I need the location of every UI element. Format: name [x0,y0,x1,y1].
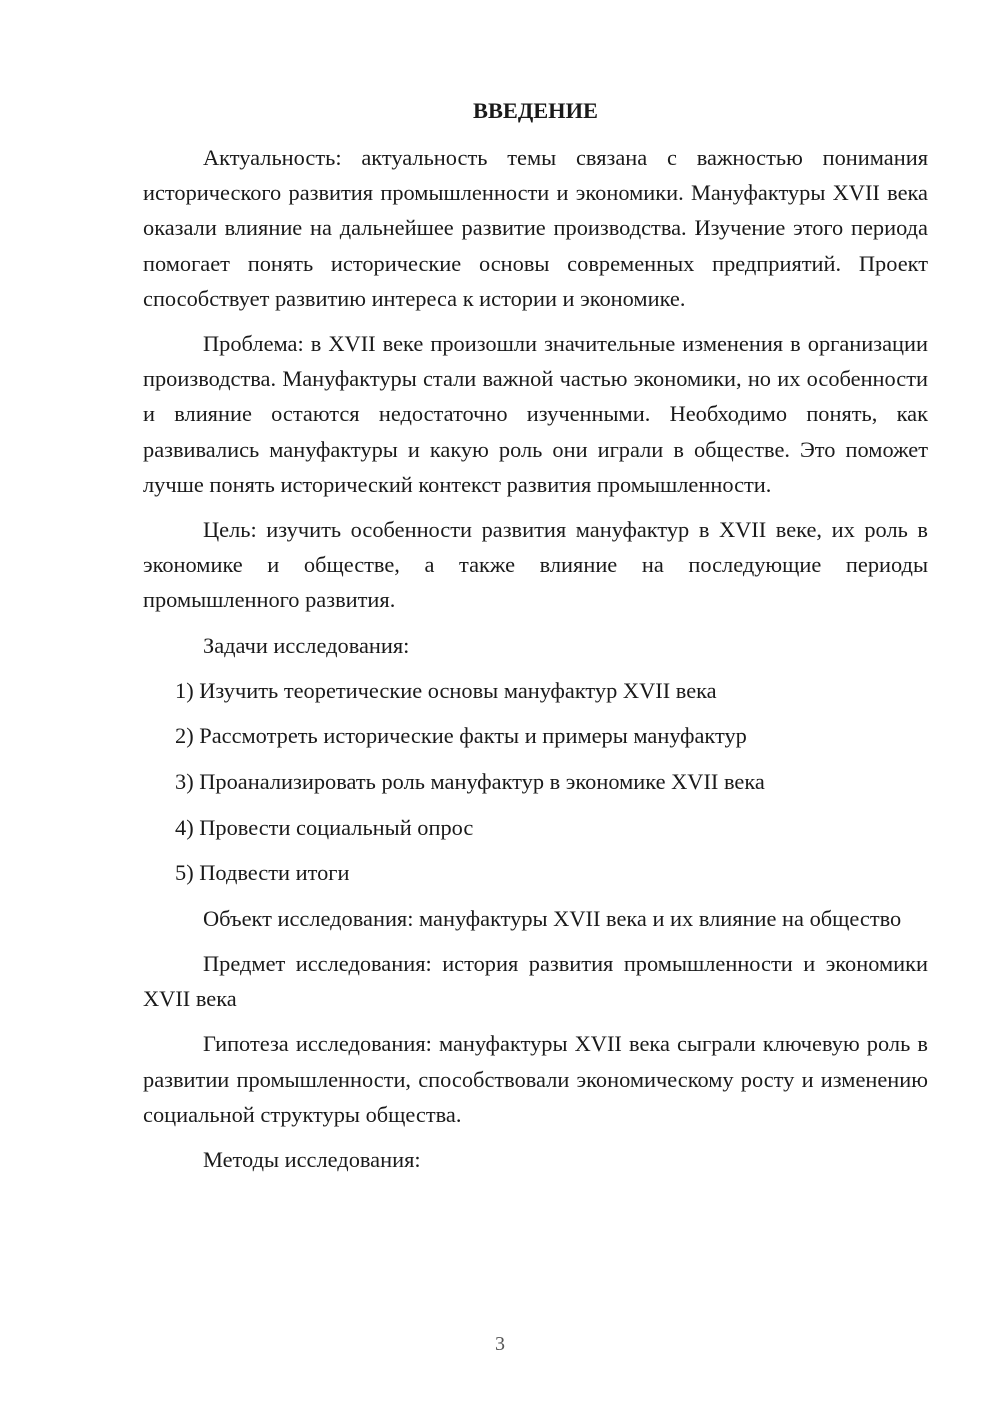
list-item: 3) Проанализировать роль мануфактур в экономике XVII века [175,769,765,795]
problem-paragraph: Проблема: в XVII веке произошли значительные изменения в организации производства. Мануфактуры стали важной частью экономики, но их особенности и влияние остаются недостаточно изученными. Необходимо понять, как развивались мануфактуры и какую роль они играли в обществе. Это поможет лучше понять исторический контекст развития промышленности. [143,331,928,497]
page-number: 3 [495,1333,505,1355]
tasks-list [143,673,928,891]
object-paragraph: Объект исследования: мануфактуры XVII века и их влияние на общество [203,905,902,931]
list-item: 2) Рассмотреть исторические факты и примеры мануфактур [175,723,747,749]
document-page [143,92,928,1187]
list-item: 5) Подвести итоги [175,860,350,886]
tasks-heading: Задачи исследования: [203,632,410,658]
section-title: ВВЕДЕНИЕ [473,98,598,123]
methods-heading: Методы исследования: [203,1147,421,1173]
subject-paragraph: Предмет исследования: история развития промышленности и экономики XVII века [143,951,928,1012]
list-item: 1) Изучить теоретические основы мануфактур XVII века [175,677,717,703]
relevance-paragraph: Актуальность: актуальность темы связана с важностью понимания исторического развития промышленности и экономики. Мануфактуры XVII века оказали влияние на дальнейшее развитие производства. Изучение этого периода помогает понять исторические основы современных предприятий. Проект способствует развитию интереса к истории и экономике. [143,145,928,311]
list-item: 4) Провести социальный опрос [175,814,474,840]
goal-paragraph: Цель: изучить особенности развития мануфактур в XVII веке, их роль в экономике и обществе, а также влияние на последующие периоды промышленного развития. [143,517,928,613]
hypothesis-paragraph: Гипотеза исследования: мануфактуры XVII века сыграли ключевую роль в развитии промышленности, способствовали экономическому росту и изменению социальной структуры общества. [143,1031,928,1127]
